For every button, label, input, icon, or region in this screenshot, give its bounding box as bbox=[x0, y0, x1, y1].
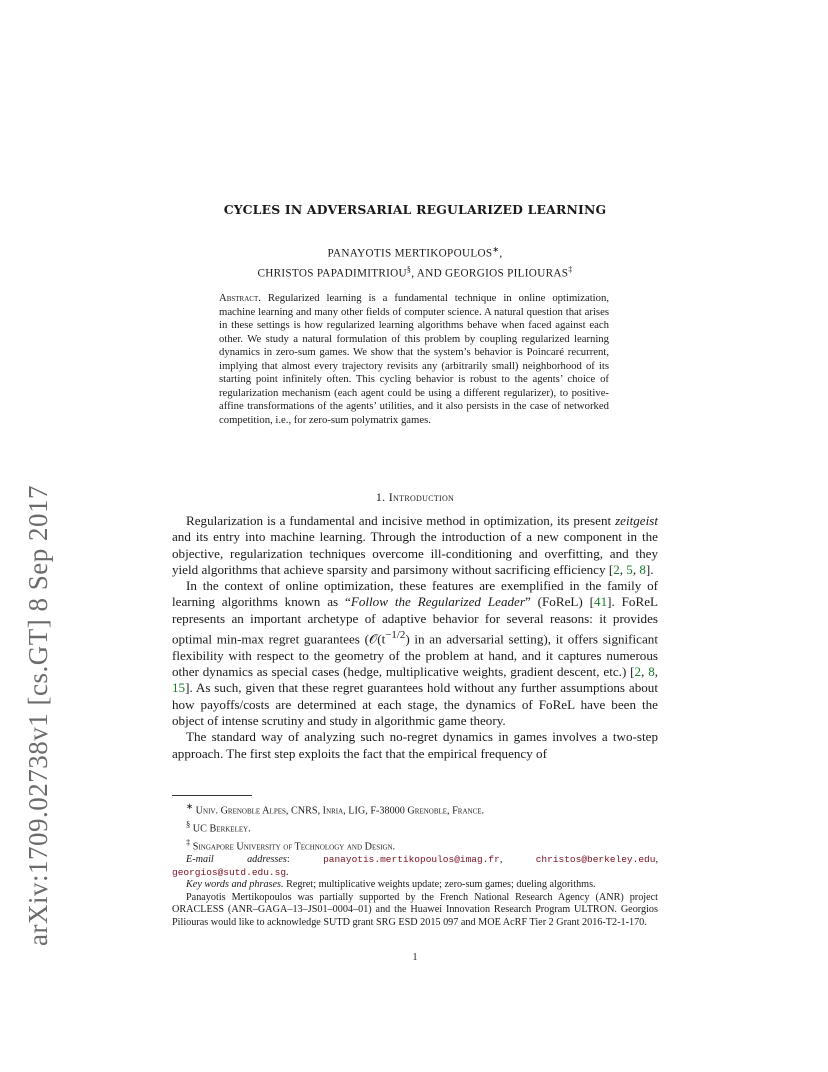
page-number: 1 bbox=[412, 952, 418, 963]
citation-link[interactable]: 15 bbox=[172, 680, 186, 696]
body-text bbox=[172, 513, 658, 762]
footnote-keywords bbox=[172, 879, 658, 892]
author-mark-2: § bbox=[406, 264, 412, 274]
arxiv-stamp bbox=[14, 365, 62, 1065]
footnote-affiliation-3 bbox=[172, 836, 658, 854]
abstract-label: Abstract. bbox=[219, 292, 261, 304]
email-end: . bbox=[286, 866, 289, 878]
p2-text-d: ]. FoReL represents an important archetype of adaptive behavior for several reasons: it provides optimal min-max regret guarantees ( bbox=[172, 594, 659, 647]
author-name-2: CHRISTOS PAPADIMITRIOU bbox=[257, 267, 407, 280]
p2-math-end: ) bbox=[405, 631, 410, 647]
footnotes bbox=[172, 800, 658, 930]
p2-emphasis: Follow the Regularized Leader bbox=[350, 594, 525, 610]
p2-text-a: In the context of online optimization, these features are exemplified in the family of learning algorithms known as “ bbox=[172, 578, 658, 610]
citation-link[interactable]: 8 bbox=[639, 561, 646, 577]
paragraph-2 bbox=[172, 578, 658, 729]
author-block bbox=[172, 242, 658, 281]
email-label: E-mail addresses bbox=[186, 853, 287, 865]
p2-text-e: in an adversarial setting), it offers significant flexibility with respect to the geometry of the problem at hand, and it captures numerous other dynamics as special cases (hedge, multiplicative weights, gradient descent, etc.) [ bbox=[172, 631, 658, 680]
arxiv-stamp-text: arXiv:1709.02738v1 [cs.GT] 8 Sep 2017 bbox=[22, 484, 53, 946]
citation-link[interactable]: 2 bbox=[613, 561, 620, 577]
footnote-mark-1: ∗ bbox=[186, 801, 194, 811]
footnote-funding: Panayotis Mertikopoulos was partially supported by the French National Research Agency (ANR) project ORACLESS (ANR–GAGA–13–JS01–0004–01) and the Huawei Innovation Research Program ULTRON. Georgios Piliouras would like to acknowledge SUTD grant SRG ESD 2015 097 and MOE AcRF Tier 2 Grant 2016-T2-1-170. bbox=[172, 891, 658, 928]
p2-sep-2: , bbox=[654, 664, 659, 680]
author-line-1-end: , bbox=[499, 247, 503, 260]
section-heading bbox=[172, 490, 658, 505]
footnote-affiliation-2 bbox=[172, 818, 658, 836]
citation-link[interactable]: 2 bbox=[634, 664, 642, 680]
footnote-affiliation-1 bbox=[172, 800, 658, 818]
email-link[interactable]: christos@berkeley.edu bbox=[535, 853, 656, 865]
citation-link[interactable]: 41 bbox=[594, 594, 608, 610]
footnote-text-1: Univ. Grenoble Alpes, CNRS, Inria, LIG, F-38000 Grenoble, France. bbox=[195, 805, 485, 817]
p1-emphasis: zeitgeist bbox=[615, 513, 658, 528]
author-mark-3: ‡ bbox=[568, 264, 573, 274]
email-colon: : bbox=[286, 853, 324, 865]
p1-end: ]. bbox=[645, 561, 654, 577]
p1-text-a: Regularization is a fundamental and incisive method in optimization, its present bbox=[186, 513, 616, 528]
p2-sep-1: , bbox=[641, 664, 649, 680]
abstract bbox=[219, 292, 609, 427]
author-mark-1: ∗ bbox=[492, 245, 500, 254]
author-line-2 bbox=[172, 262, 658, 282]
footnote-mark-2: § bbox=[186, 818, 191, 829]
abstract-text: Regularized learning is a fundamental technique in online optimization, machine learning and many other fields of computer science. A natural question that arises in these settings is how regularized learning algorithms behave when faced against each other. We study a natural formulation of this problem by coupling regularized learning dynamics in zero-sum games. We show that the system’s behavior is Poincaré recurrent, implying that almost every trajectory revisits any (arbitrarily small) neighborhood of its starting point infinitely often. This cycling behavior is robust to the agents’ choice of regularization mechanism (each agent could be using a different regularizer), to positive-affine transformations of the agents’ utilities, and it also persists in the case of networked competition, i.e., for zero-sum polymatrix games. bbox=[219, 292, 610, 426]
footnote-rule bbox=[172, 795, 252, 796]
section-title: Introduction bbox=[388, 490, 455, 504]
p1-text-c: and its entry into machine learning. Through the introduction of a new component in the objective, regularization techniques overcome ill-conditioning and overfitting, and they yield algorithms that achieve sparsity and parsimony without sacrificing efficiency [ bbox=[172, 529, 658, 577]
p1-sep-2: , bbox=[632, 561, 640, 577]
paper-title: CYCLES IN ADVERSARIAL REGULARIZED LEARNING bbox=[223, 202, 607, 217]
p2-text-c: ” (FoReL) [ bbox=[524, 594, 595, 610]
footnote-text-3: Singapore University of Technology and Design. bbox=[192, 841, 396, 853]
author-name-3: , AND GEORGIOS PILIOURAS bbox=[411, 267, 569, 280]
p2-text-f: ]. As such, given that these regret guarantees hold without any further assumptions about how payoffs/costs are determined at each stage, the dynamics of FoReL have been the object of intense scrutiny and study in algorithmic game theory. bbox=[172, 680, 658, 728]
section-number: 1. bbox=[375, 490, 386, 504]
author-line-1 bbox=[172, 242, 658, 262]
p1-sep-1: , bbox=[619, 561, 627, 577]
keywords-text: Regret; multiplicative weights update; zero-sum games; dueling algorithms. bbox=[283, 879, 596, 891]
citation-link[interactable]: 5 bbox=[626, 561, 633, 577]
paragraph-3: The standard way of analyzing such no-regret dynamics in games involves a two-step approach. The first step exploits the fact that the empirical frequency of bbox=[172, 729, 658, 761]
keywords-label: Key words and phrases. bbox=[186, 879, 284, 891]
footnote-mark-3: ‡ bbox=[186, 836, 191, 847]
citation-link[interactable]: 8 bbox=[648, 664, 655, 680]
footnote-emails bbox=[172, 854, 658, 879]
p2-math: 𝒪(t bbox=[368, 631, 386, 647]
footnote-text-2: UC Berkeley. bbox=[192, 823, 251, 835]
email-sep-1: , bbox=[499, 853, 536, 865]
paragraph-1 bbox=[172, 513, 658, 578]
author-name-1: PANAYOTIS MERTIKOPOULOS bbox=[327, 247, 493, 260]
p2-math-exponent: −1/2 bbox=[385, 629, 406, 642]
email-link[interactable]: georgios@sutd.edu.sg bbox=[172, 866, 287, 878]
email-link[interactable]: panayotis.mertikopoulos@imag.fr bbox=[323, 853, 500, 865]
email-sep-2: , bbox=[655, 853, 658, 865]
